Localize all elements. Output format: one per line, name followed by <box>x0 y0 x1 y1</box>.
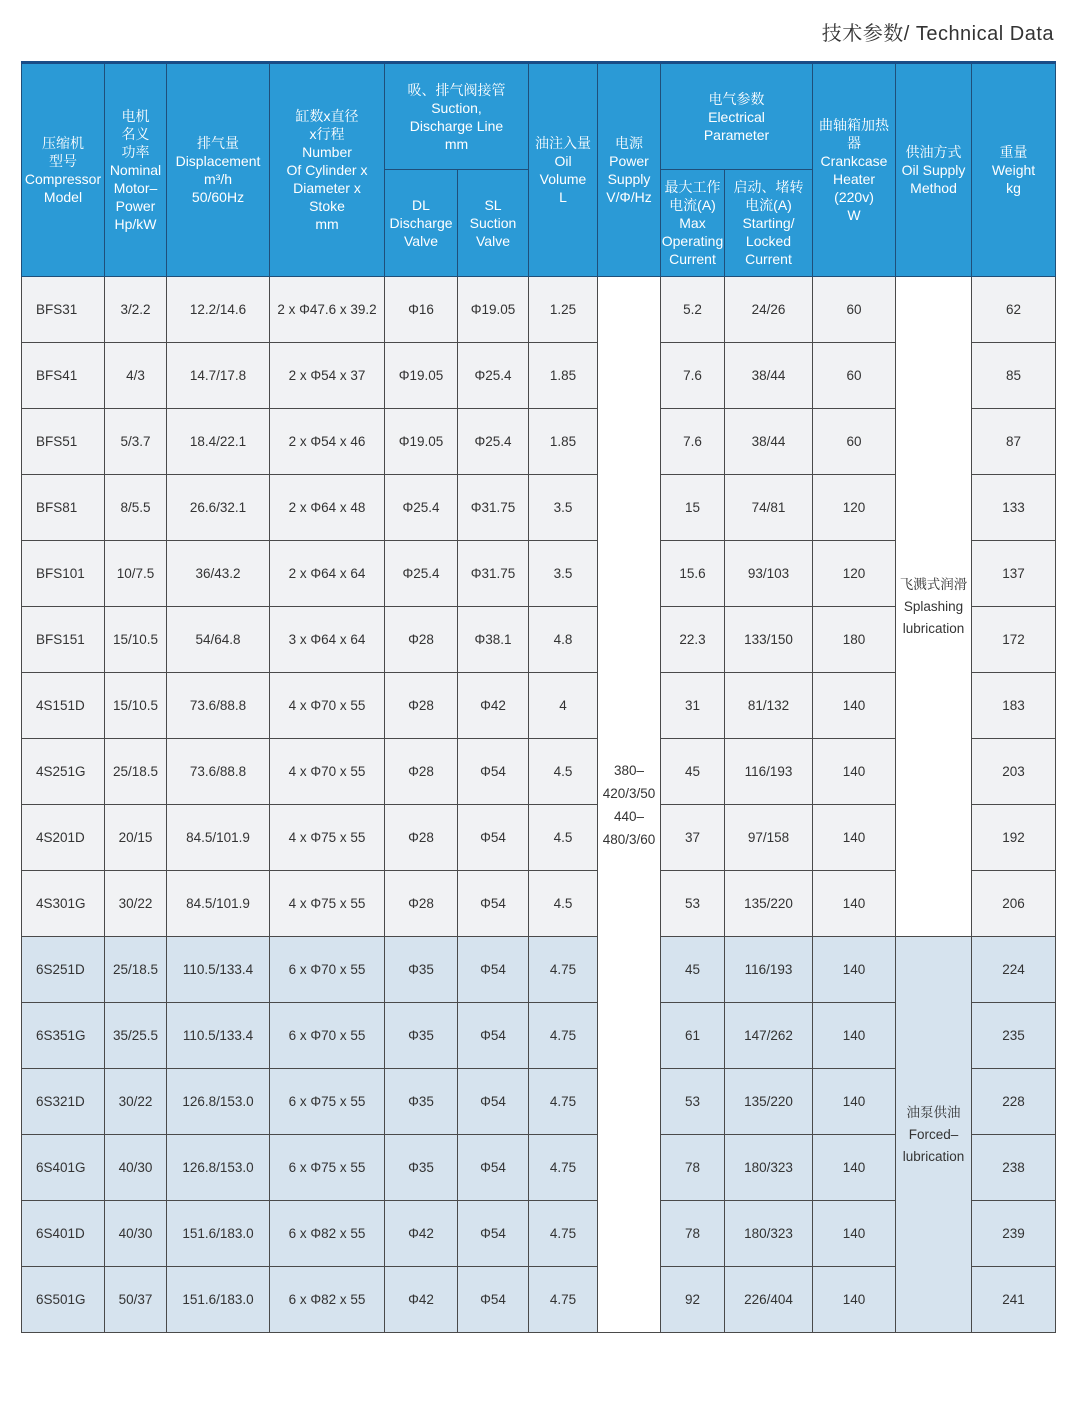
cell-sl: Φ25.4 <box>458 409 529 475</box>
table-row <box>22 277 1056 343</box>
text-line: 电机 <box>121 108 150 124</box>
text-line: lubrication <box>902 1148 965 1164</box>
table-row <box>22 937 1056 1003</box>
text-line: Volume <box>539 171 587 187</box>
cell-heater: 140 <box>813 1069 896 1135</box>
text-line: Crankcase <box>820 153 888 169</box>
cell-sl: Φ54 <box>458 1069 529 1135</box>
cell-max: 53 <box>661 871 725 937</box>
cell-power: 50/37 <box>105 1267 167 1333</box>
text-line: 启动、堵转 <box>733 179 804 195</box>
cell-max: 45 <box>661 739 725 805</box>
header-sl <box>458 170 529 277</box>
cell-sl: Φ54 <box>458 937 529 1003</box>
cell-oil: 4.5 <box>529 805 598 871</box>
cell-locked: 135/220 <box>725 871 813 937</box>
cell-disp: 54/64.8 <box>167 607 270 673</box>
text-line: Oil Supply <box>901 162 966 178</box>
cell-weight: 238 <box>972 1135 1056 1201</box>
text-line: Stoke <box>309 198 345 214</box>
text-line: 压缩机 <box>42 135 84 151</box>
cell-dl: Φ28 <box>385 739 458 805</box>
cell-sl: Φ54 <box>458 871 529 937</box>
cell-heater: 140 <box>813 673 896 739</box>
cell-max: 31 <box>661 673 725 739</box>
cell-model: 6S401D <box>22 1201 105 1267</box>
cell-power: 15/10.5 <box>105 607 167 673</box>
cell-dl: Φ42 <box>385 1267 458 1333</box>
cell-oil: 3.5 <box>529 541 598 607</box>
cell-dl: Φ19.05 <box>385 409 458 475</box>
cell-oil: 1.85 <box>529 343 598 409</box>
header-line-group <box>385 63 529 170</box>
text-line: Current <box>745 251 792 267</box>
text-line: Forced– <box>908 1126 959 1142</box>
cell-power: 20/15 <box>105 805 167 871</box>
cell-oil: 1.85 <box>529 409 598 475</box>
text-line: Operating <box>661 233 724 249</box>
header-cylinder <box>270 63 385 277</box>
cell-locked: 116/193 <box>725 937 813 1003</box>
cell-max: 61 <box>661 1003 725 1069</box>
cell-disp: 151.6/183.0 <box>167 1267 270 1333</box>
cell-oil: 4.75 <box>529 1135 598 1201</box>
text-line: kg <box>1006 180 1021 196</box>
cell-dl: Φ28 <box>385 607 458 673</box>
cell-max: 7.6 <box>661 409 725 475</box>
text-line: x行程 <box>309 126 345 142</box>
cell-locked: 226/404 <box>725 1267 813 1333</box>
text-line: SL <box>484 197 502 213</box>
cell-sl: Φ38.1 <box>458 607 529 673</box>
text-line: 排气量 <box>197 135 239 151</box>
cell-max: 37 <box>661 805 725 871</box>
cell-model: BFS81 <box>22 475 105 541</box>
text-line: Heater <box>833 171 876 187</box>
cell-cyl: 6 x Φ75 x 55 <box>270 1135 385 1201</box>
cell-locked: 38/44 <box>725 343 813 409</box>
cell-max: 15 <box>661 475 725 541</box>
text-line: 50/60Hz <box>191 189 245 205</box>
header-electrical-group <box>661 63 813 170</box>
cell-max: 53 <box>661 1069 725 1135</box>
text-line: m³/h <box>204 171 232 187</box>
text-line: 电流(A) <box>669 197 716 213</box>
text-line: Power <box>609 153 649 169</box>
table-header <box>22 63 1056 277</box>
cell-heater: 180 <box>813 607 896 673</box>
cell-power: 15/10.5 <box>105 673 167 739</box>
cell-locked: 74/81 <box>725 475 813 541</box>
cell-oil: 4.75 <box>529 1003 598 1069</box>
text-line: 飞溅式润滑 <box>899 576 968 592</box>
text-line: 油泵供油 <box>906 1104 961 1120</box>
cell-weight: 62 <box>972 277 1056 343</box>
cell-weight: 133 <box>972 475 1056 541</box>
cell-weight: 235 <box>972 1003 1056 1069</box>
cell-disp: 84.5/101.9 <box>167 805 270 871</box>
cell-oil: 4.75 <box>529 1201 598 1267</box>
cell-sl: Φ54 <box>458 1003 529 1069</box>
text-line: Starting/ <box>742 215 795 231</box>
cell-weight: 137 <box>972 541 1056 607</box>
cell-locked: 38/44 <box>725 409 813 475</box>
cell-disp: 26.6/32.1 <box>167 475 270 541</box>
cell-locked: 116/193 <box>725 739 813 805</box>
cell-sl: Φ54 <box>458 1201 529 1267</box>
cell-cyl: 2 x Φ54 x 37 <box>270 343 385 409</box>
cell-disp: 84.5/101.9 <box>167 871 270 937</box>
cell-weight: 239 <box>972 1201 1056 1267</box>
cell-oil: 4.75 <box>529 1267 598 1333</box>
text-line: Of Cylinder x <box>286 162 368 178</box>
text-line: 吸、排气阀接管 <box>407 81 506 98</box>
cell-heater: 140 <box>813 1267 896 1333</box>
cell-disp: 14.7/17.8 <box>167 343 270 409</box>
cell-weight: 228 <box>972 1069 1056 1135</box>
cell-sl: Φ25.4 <box>458 343 529 409</box>
cell-power: 30/22 <box>105 871 167 937</box>
header-oil-supply <box>896 63 972 277</box>
text-line: 重量 <box>999 144 1028 160</box>
cell-heater: 140 <box>813 937 896 1003</box>
cell-model: 6S401G <box>22 1135 105 1201</box>
cell-cyl: 2 x Φ54 x 46 <box>270 409 385 475</box>
cell-oil: 4.75 <box>529 1069 598 1135</box>
cell-locked: 133/150 <box>725 607 813 673</box>
cell-locked: 180/323 <box>725 1135 813 1201</box>
cell-heater: 140 <box>813 805 896 871</box>
text-line: Compressor <box>24 171 102 187</box>
cell-model: 4S151D <box>22 673 105 739</box>
cell-cyl: 6 x Φ70 x 55 <box>270 1003 385 1069</box>
text-line: 电源 <box>615 135 643 151</box>
cell-heater: 140 <box>813 1135 896 1201</box>
cell-weight: 203 <box>972 739 1056 805</box>
power-supply-cell <box>598 277 661 1333</box>
text-line: Nominal <box>109 162 162 178</box>
cell-dl: Φ42 <box>385 1201 458 1267</box>
cell-sl: Φ31.75 <box>458 541 529 607</box>
cell-power: 25/18.5 <box>105 739 167 805</box>
cell-weight: 241 <box>972 1267 1056 1333</box>
cell-locked: 180/323 <box>725 1201 813 1267</box>
text-line: Discharge Line <box>409 117 504 134</box>
header-dl <box>385 170 458 277</box>
text-line: Weight <box>991 162 1036 178</box>
cell-max: 92 <box>661 1267 725 1333</box>
cell-power: 25/18.5 <box>105 937 167 1003</box>
cell-power: 30/22 <box>105 1069 167 1135</box>
page-title: 技术参数/ Technical Data <box>821 23 1054 45</box>
text-line: 420/3/50 <box>602 785 656 801</box>
text-line: Model <box>43 189 83 205</box>
oil-method-forced <box>896 937 972 1333</box>
text-line: Discharge <box>389 215 453 231</box>
cell-cyl: 6 x Φ75 x 55 <box>270 1069 385 1135</box>
cell-dl: Φ25.4 <box>385 475 458 541</box>
cell-model: BFS151 <box>22 607 105 673</box>
text-line: Oil <box>554 153 572 169</box>
cell-oil: 4.75 <box>529 937 598 1003</box>
cell-max: 5.2 <box>661 277 725 343</box>
cell-locked: 135/220 <box>725 1069 813 1135</box>
cell-heater: 140 <box>813 739 896 805</box>
cell-dl: Φ28 <box>385 805 458 871</box>
cell-disp: 18.4/22.1 <box>167 409 270 475</box>
text-line: Parameter <box>703 126 770 143</box>
cell-sl: Φ54 <box>458 1135 529 1201</box>
cell-oil: 4.5 <box>529 739 598 805</box>
text-line: Current <box>669 251 716 267</box>
cell-power: 3/2.2 <box>105 277 167 343</box>
cell-heater: 140 <box>813 1201 896 1267</box>
header-crankcase-heater <box>813 63 896 277</box>
text-line: 电流(A) <box>745 197 792 213</box>
cell-disp: 151.6/183.0 <box>167 1201 270 1267</box>
text-line: 缸数x直径 <box>295 108 359 124</box>
cell-heater: 140 <box>813 1003 896 1069</box>
cell-dl: Φ19.05 <box>385 343 458 409</box>
cell-sl: Φ31.75 <box>458 475 529 541</box>
text-line: L <box>559 189 567 205</box>
technical-data-table <box>21 61 1056 1333</box>
cell-heater: 60 <box>813 343 896 409</box>
cell-cyl: 2 x Φ47.6 x 39.2 <box>270 277 385 343</box>
header-power-supply <box>598 63 661 277</box>
text-line: 电气参数 <box>708 90 765 107</box>
text-line: Max <box>679 215 706 231</box>
cell-model: BFS51 <box>22 409 105 475</box>
text-line: Splashing <box>903 598 964 614</box>
text-line: V/Φ/Hz <box>606 189 652 205</box>
cell-cyl: 4 x Φ75 x 55 <box>270 805 385 871</box>
cell-cyl: 3 x Φ64 x 64 <box>270 607 385 673</box>
text-line: (220v) <box>834 189 874 205</box>
cell-cyl: 4 x Φ75 x 55 <box>270 871 385 937</box>
text-line: Diameter x <box>293 180 361 196</box>
cell-oil: 4.5 <box>529 871 598 937</box>
cell-locked: 147/262 <box>725 1003 813 1069</box>
text-line: 名义 <box>121 126 150 142</box>
cell-cyl: 2 x Φ64 x 48 <box>270 475 385 541</box>
cell-dl: Φ35 <box>385 1069 458 1135</box>
cell-sl: Φ54 <box>458 739 529 805</box>
text-line: 型号 <box>49 153 77 169</box>
cell-power: 5/3.7 <box>105 409 167 475</box>
cell-max: 45 <box>661 937 725 1003</box>
cell-disp: 73.6/88.8 <box>167 673 270 739</box>
cell-disp: 126.8/153.0 <box>167 1069 270 1135</box>
text-line: 最大工作 <box>664 179 721 195</box>
cell-power: 40/30 <box>105 1135 167 1201</box>
cell-dl: Φ25.4 <box>385 541 458 607</box>
cell-model: 6S321D <box>22 1069 105 1135</box>
cell-power: 40/30 <box>105 1201 167 1267</box>
cell-dl: Φ28 <box>385 871 458 937</box>
cell-sl: Φ54 <box>458 805 529 871</box>
text-line: Electrical <box>708 108 765 125</box>
cell-locked: 24/26 <box>725 277 813 343</box>
cell-cyl: 6 x Φ82 x 55 <box>270 1201 385 1267</box>
cell-cyl: 4 x Φ70 x 55 <box>270 739 385 805</box>
cell-sl: Φ54 <box>458 1267 529 1333</box>
cell-model: 4S251G <box>22 739 105 805</box>
cell-max: 15.6 <box>661 541 725 607</box>
cell-disp: 73.6/88.8 <box>167 739 270 805</box>
text-line: Displacement <box>175 153 261 169</box>
text-line: 油注入量 <box>535 135 591 151</box>
text-line: Supply <box>607 171 651 187</box>
cell-power: 10/7.5 <box>105 541 167 607</box>
cell-oil: 1.25 <box>529 277 598 343</box>
cell-model: BFS41 <box>22 343 105 409</box>
cell-dl: Φ35 <box>385 937 458 1003</box>
header-locked-current <box>725 170 813 277</box>
cell-cyl: 4 x Φ70 x 55 <box>270 673 385 739</box>
cell-disp: 126.8/153.0 <box>167 1135 270 1201</box>
cell-cyl: 6 x Φ70 x 55 <box>270 937 385 1003</box>
text-line: Hp/kW <box>114 216 157 232</box>
cell-sl: Φ42 <box>458 673 529 739</box>
text-line: W <box>847 207 861 223</box>
cell-cyl: 6 x Φ82 x 55 <box>270 1267 385 1333</box>
cell-heater: 120 <box>813 541 896 607</box>
text-line: lubrication <box>902 620 965 636</box>
text-line: 功率 <box>121 144 150 160</box>
header-displacement <box>167 63 270 277</box>
cell-locked: 97/158 <box>725 805 813 871</box>
cell-model: BFS101 <box>22 541 105 607</box>
cell-weight: 192 <box>972 805 1056 871</box>
cell-disp: 12.2/14.6 <box>167 277 270 343</box>
text-line: 曲轴箱加热器 <box>819 117 890 151</box>
text-line: mm <box>444 135 469 152</box>
cell-power: 4/3 <box>105 343 167 409</box>
cell-locked: 93/103 <box>725 541 813 607</box>
cell-oil: 4.8 <box>529 607 598 673</box>
cell-weight: 172 <box>972 607 1056 673</box>
cell-heater: 120 <box>813 475 896 541</box>
cell-oil: 3.5 <box>529 475 598 541</box>
text-line: Valve <box>404 233 438 249</box>
cell-model: 4S301G <box>22 871 105 937</box>
cell-sl: Φ19.05 <box>458 277 529 343</box>
cell-heater: 60 <box>813 277 896 343</box>
cell-disp: 110.5/133.4 <box>167 1003 270 1069</box>
cell-max: 78 <box>661 1135 725 1201</box>
cell-weight: 85 <box>972 343 1056 409</box>
header-model <box>22 63 105 277</box>
cell-dl: Φ28 <box>385 673 458 739</box>
cell-dl: Φ35 <box>385 1003 458 1069</box>
text-line: Valve <box>476 233 510 249</box>
text-line: mm <box>315 216 339 232</box>
header-max-current <box>661 170 725 277</box>
text-line: Suction, <box>431 99 482 116</box>
text-line: 380– <box>613 762 645 778</box>
text-line: Number <box>302 144 352 160</box>
header-power <box>105 63 167 277</box>
cell-weight: 224 <box>972 937 1056 1003</box>
cell-model: BFS31 <box>22 277 105 343</box>
cell-disp: 110.5/133.4 <box>167 937 270 1003</box>
cell-max: 78 <box>661 1201 725 1267</box>
text-line: 供油方式 <box>905 144 962 160</box>
oil-method-splashing <box>896 277 972 937</box>
text-line: Locked <box>745 233 792 249</box>
table-body <box>22 277 1056 1333</box>
cell-disp: 36/43.2 <box>167 541 270 607</box>
cell-heater: 60 <box>813 409 896 475</box>
cell-model: 6S351G <box>22 1003 105 1069</box>
cell-max: 22.3 <box>661 607 725 673</box>
cell-weight: 87 <box>972 409 1056 475</box>
cell-oil: 4 <box>529 673 598 739</box>
cell-weight: 206 <box>972 871 1056 937</box>
cell-dl: Φ16 <box>385 277 458 343</box>
header-weight <box>972 63 1056 277</box>
text-line: Power <box>115 198 156 214</box>
text-line: 480/3/60 <box>602 831 656 847</box>
cell-model: 6S251D <box>22 937 105 1003</box>
cell-power: 35/25.5 <box>105 1003 167 1069</box>
cell-cyl: 2 x Φ64 x 64 <box>270 541 385 607</box>
cell-weight: 183 <box>972 673 1056 739</box>
text-line: 440– <box>613 808 645 824</box>
text-line: DL <box>412 197 430 213</box>
cell-model: 6S501G <box>22 1267 105 1333</box>
text-line: Suction <box>469 215 517 231</box>
text-line: Motor– <box>113 180 158 196</box>
cell-heater: 140 <box>813 871 896 937</box>
text-line: Method <box>910 180 957 196</box>
header-oil-volume <box>529 63 598 277</box>
cell-power: 8/5.5 <box>105 475 167 541</box>
cell-model: 4S201D <box>22 805 105 871</box>
cell-max: 7.6 <box>661 343 725 409</box>
cell-locked: 81/132 <box>725 673 813 739</box>
cell-dl: Φ35 <box>385 1135 458 1201</box>
